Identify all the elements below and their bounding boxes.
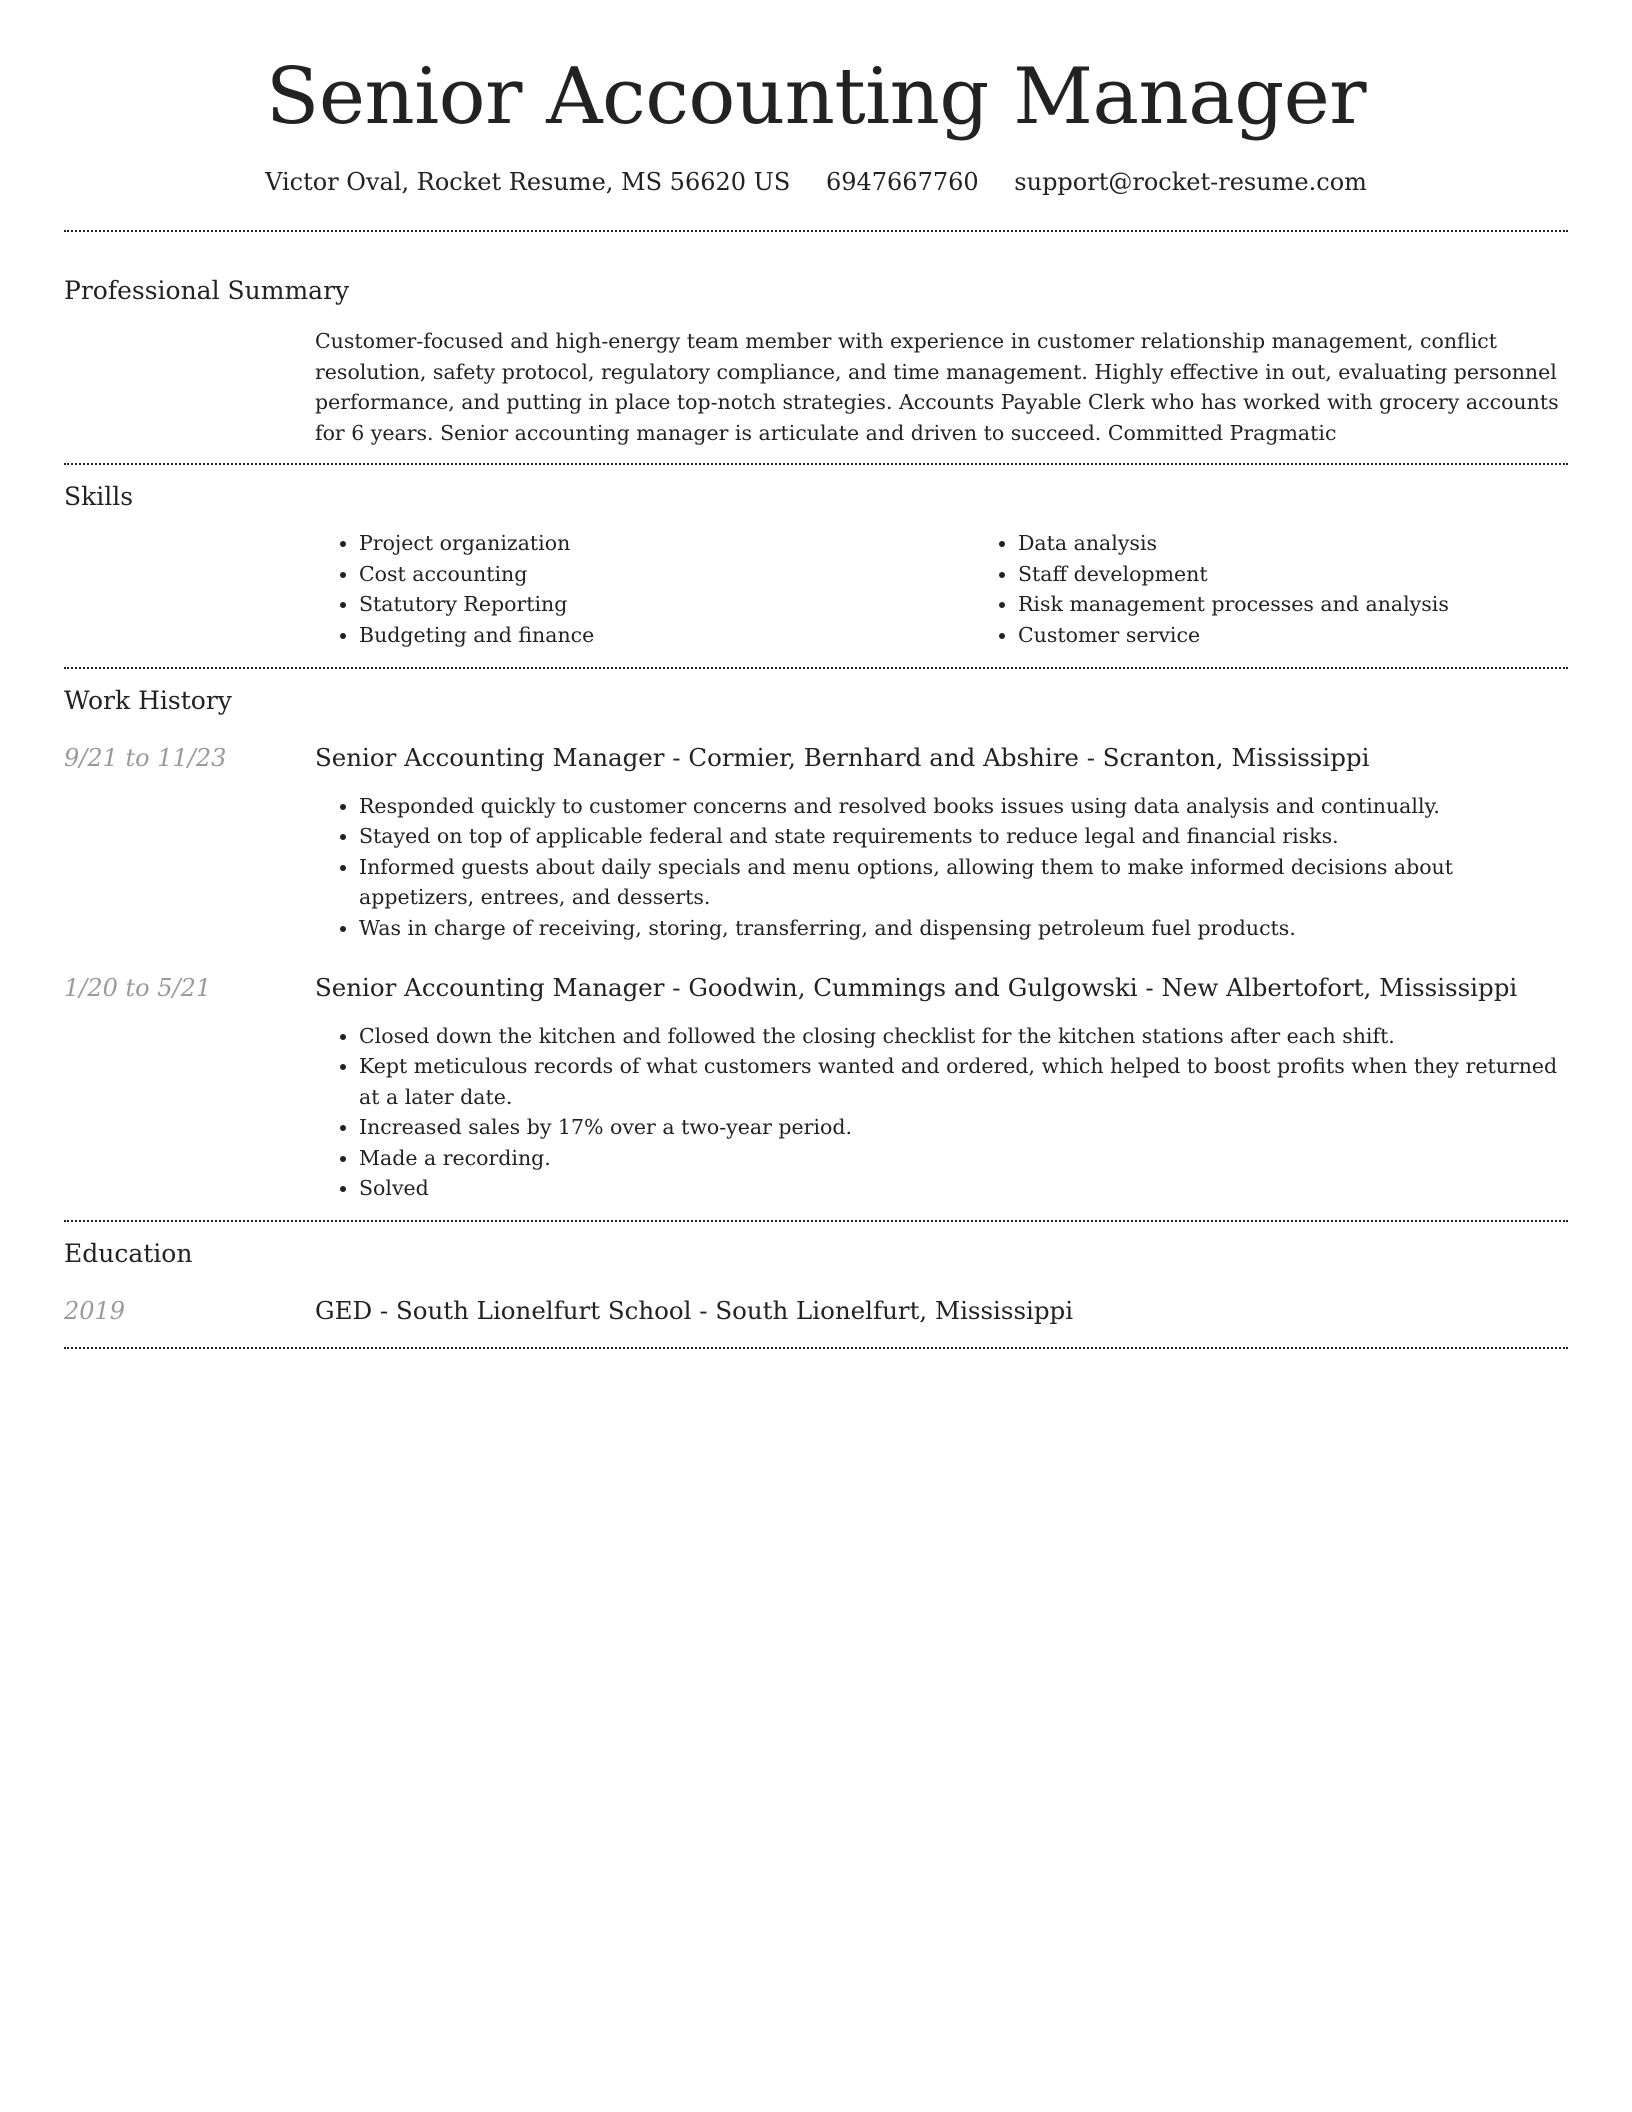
skill-item: • Data analysis xyxy=(1018,528,1632,559)
resume-page xyxy=(64,0,1568,1349)
education-year: 2019 xyxy=(64,1296,126,1325)
divider xyxy=(64,667,1568,669)
job-dates: 1/20 to 5/21 xyxy=(64,974,212,1002)
job-entry xyxy=(64,743,1568,943)
skill-item: • Staff development xyxy=(1018,559,1632,590)
job-bullet: • Made a recording. xyxy=(359,1143,1568,1174)
skills-grid xyxy=(315,528,1632,650)
summary-text: Customer-focused and high-energy team member with experience in customer relationship management, conflict resolution, safety protocol, regulatory compliance, and time management. Highly effective in out, evaluating personnel performance, and putting in place top-notch strategies. Accounts Payable Clerk who has worked with grocery accounts for 6 years. Senior accounting manager is articulate and driven to succeed. Committed Pragmatic xyxy=(315,329,1559,445)
job-entry xyxy=(64,973,1568,1204)
job-bullets xyxy=(315,1021,1568,1204)
resume-name-title: Senior Accounting Manager xyxy=(265,52,1367,142)
skills-list-left xyxy=(315,528,974,650)
job-bullet: • Solved xyxy=(359,1173,1568,1204)
job-bullets xyxy=(315,791,1568,944)
summary-body xyxy=(315,326,1568,448)
job-bullet: • Responded quickly to customer concerns and resolved books issues using data analysis and continually. xyxy=(359,791,1568,822)
divider xyxy=(64,463,1568,465)
section-title-skills: Skills xyxy=(64,482,134,511)
job-bullet: • Kept meticulous records of what customers wanted and ordered, which helped to boost profits when they returned at a later date. xyxy=(359,1051,1568,1112)
summary-left-spacer xyxy=(64,326,315,448)
contact-line xyxy=(64,170,1568,194)
job-dates: 9/21 to 11/23 xyxy=(64,744,227,772)
skill-item: • Statutory Reporting xyxy=(359,589,974,620)
job-heading: Senior Accounting Manager - Goodwin, Cummings and Gulgowski - New Albertofort, Mississippi xyxy=(315,973,1518,1002)
skill-item: • Cost accounting xyxy=(359,559,974,590)
education-heading: GED - South Lionelfurt School - South Lionelfurt, Mississippi xyxy=(315,1295,1074,1325)
job-bullet: • Informed guests about daily specials and menu options, allowing them to make informed decisions about appetizers, entrees, and desserts. xyxy=(359,852,1568,913)
section-title-education: Education xyxy=(64,1238,193,1268)
skills-left-spacer xyxy=(64,528,315,650)
skill-item: • Budgeting and finance xyxy=(359,620,974,651)
job-body xyxy=(315,973,1568,1204)
job-bullet: • Increased sales by 17% over a two-year period. xyxy=(359,1112,1568,1143)
contact-phone: 6947667760 xyxy=(825,168,979,196)
job-body xyxy=(315,743,1568,943)
job-bullet: • Closed down the kitchen and followed the closing checklist for the kitchen stations after each shift. xyxy=(359,1021,1568,1052)
divider xyxy=(64,230,1568,232)
summary-row xyxy=(64,326,1568,448)
section-title-summary: Professional Summary xyxy=(64,276,350,305)
job-heading: Senior Accounting Manager - Cormier, Bernhard and Abshire - Scranton, Mississippi xyxy=(315,743,1370,772)
skill-item: • Project organization xyxy=(359,528,974,559)
job-bullet: • Stayed on top of applicable federal and state requirements to reduce legal and financial risks. xyxy=(359,821,1568,852)
contact-address: Victor Oval, Rocket Resume, MS 56620 US xyxy=(265,168,791,196)
contact-email: support@rocket-resume.com xyxy=(1014,168,1367,196)
job-bullet: • Was in charge of receiving, storing, transferring, and dispensing petroleum fuel products. xyxy=(359,913,1568,944)
education-entry xyxy=(64,1295,1568,1325)
section-title-work: Work History xyxy=(64,686,232,715)
education-body xyxy=(315,1295,1568,1325)
skills-row xyxy=(64,528,1568,650)
skill-item: • Customer service xyxy=(1018,620,1632,651)
divider xyxy=(64,1220,1568,1222)
skills-list-right xyxy=(974,528,1632,650)
divider xyxy=(64,1347,1568,1349)
skill-item: • Risk management processes and analysis xyxy=(1018,589,1632,620)
